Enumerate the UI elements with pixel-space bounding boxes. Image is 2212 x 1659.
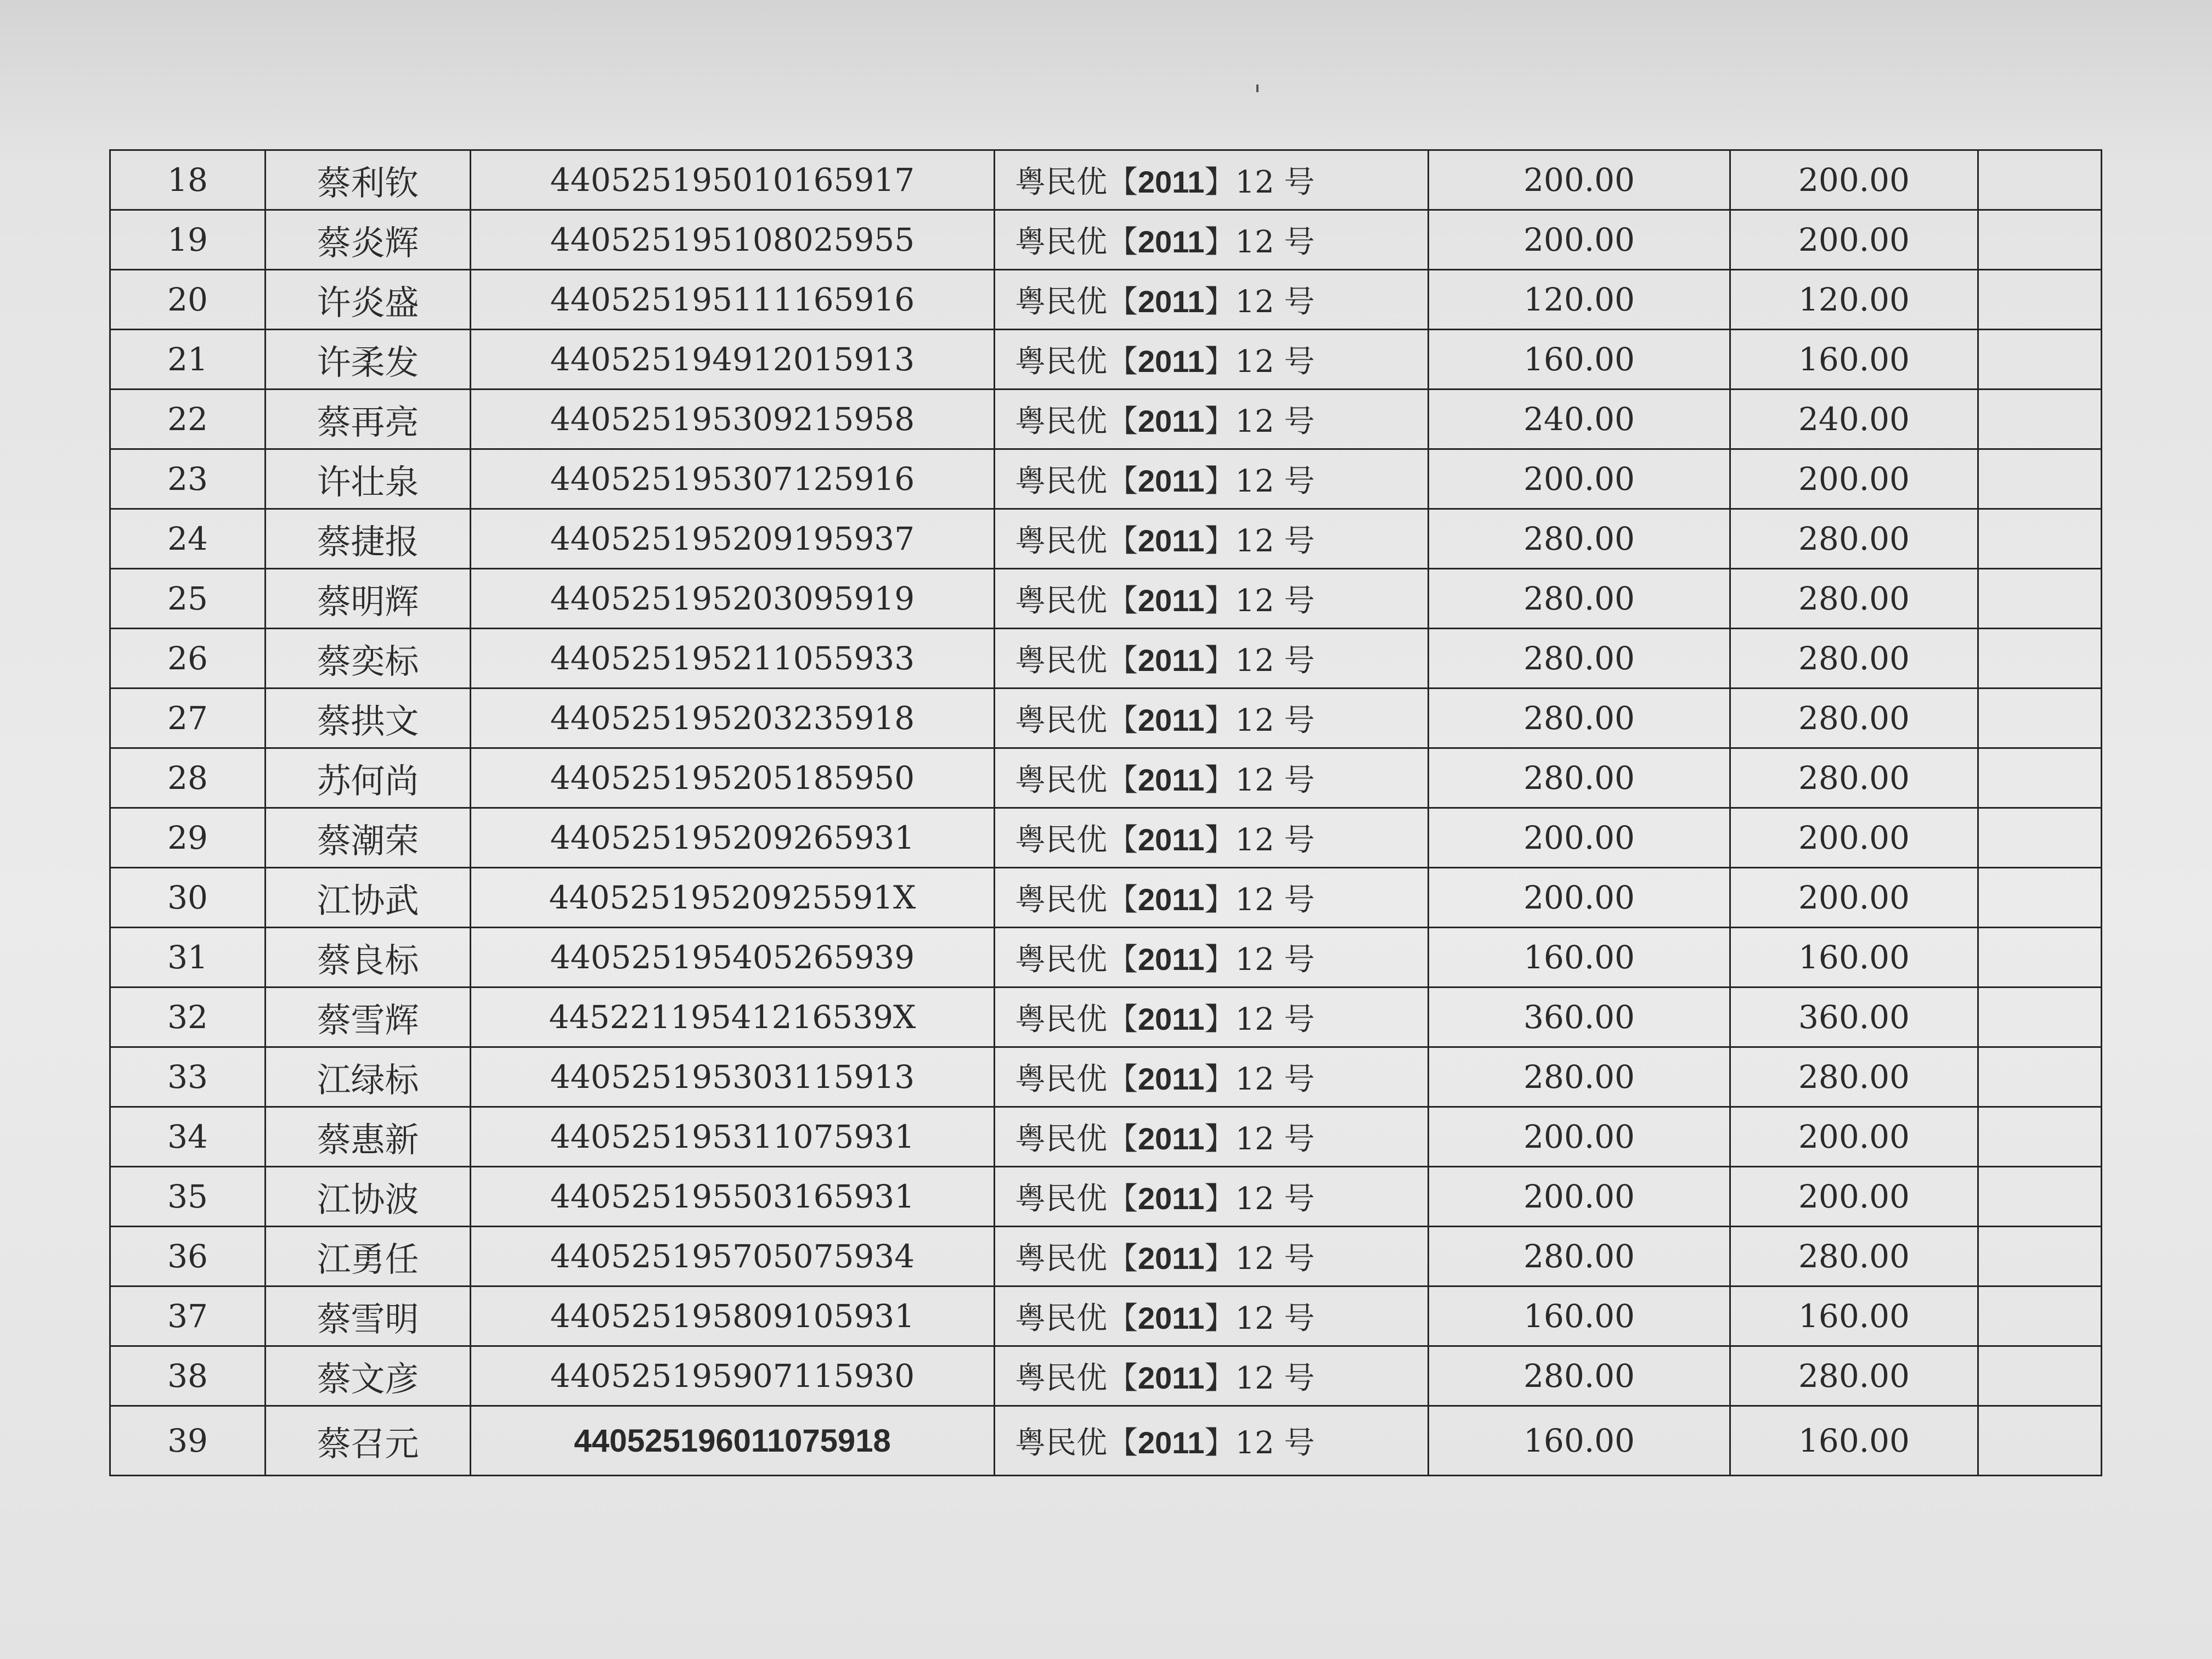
- id-number: 44052519520925591X: [471, 868, 995, 928]
- row-number: 37: [110, 1286, 266, 1346]
- table-row: [110, 1047, 2102, 1107]
- table-row: [110, 1406, 2102, 1476]
- amount: 240.00: [1429, 390, 1730, 449]
- id-number: 440525194912015913: [471, 330, 995, 390]
- document-reference: 粤民优【2011】12 号: [995, 1346, 1429, 1406]
- document-reference: 粤民优【2011】12 号: [995, 150, 1429, 210]
- row-number: 20: [110, 270, 266, 330]
- person-name: 蔡潮荣: [266, 808, 471, 868]
- table-row: [110, 1107, 2102, 1167]
- remarks: [1978, 988, 2102, 1047]
- person-name: 蔡良标: [266, 928, 471, 988]
- person-name: 蔡再亮: [266, 390, 471, 449]
- document-reference: 粤民优【2011】12 号: [995, 569, 1429, 629]
- amount: 280.00: [1429, 748, 1730, 808]
- amount: 200.00: [1429, 150, 1730, 210]
- table-row: [110, 1286, 2102, 1346]
- paid-amount: 200.00: [1730, 1107, 1978, 1167]
- remarks: [1978, 808, 2102, 868]
- amount: 200.00: [1429, 1167, 1730, 1227]
- row-number: 39: [110, 1406, 266, 1476]
- paid-amount: 160.00: [1730, 1406, 1978, 1476]
- person-name: 江绿标: [266, 1047, 471, 1107]
- document-reference: 粤民优【2011】12 号: [995, 748, 1429, 808]
- table-row: [110, 270, 2102, 330]
- paid-amount: 280.00: [1730, 629, 1978, 689]
- remarks: [1978, 330, 2102, 390]
- amount: 160.00: [1429, 928, 1730, 988]
- id-number: 440525195503165931: [471, 1167, 995, 1227]
- table-row: [110, 808, 2102, 868]
- amount: 200.00: [1429, 868, 1730, 928]
- person-name: 蔡炎辉: [266, 210, 471, 270]
- amount: 160.00: [1429, 1406, 1730, 1476]
- table-row: [110, 748, 2102, 808]
- document-reference: 粤民优【2011】12 号: [995, 868, 1429, 928]
- table-row: [110, 629, 2102, 689]
- table-row: [110, 928, 2102, 988]
- document-reference: 粤民优【2011】12 号: [995, 928, 1429, 988]
- table-row: [110, 868, 2102, 928]
- person-name: 许柔发: [266, 330, 471, 390]
- row-number: 22: [110, 390, 266, 449]
- remarks: [1978, 509, 2102, 569]
- row-number: 38: [110, 1346, 266, 1406]
- person-name: 许壮泉: [266, 449, 471, 509]
- table-row: [110, 1227, 2102, 1286]
- remarks: [1978, 928, 2102, 988]
- person-name: 江协波: [266, 1167, 471, 1227]
- remarks: [1978, 1227, 2102, 1286]
- tick-mark: [1256, 84, 1259, 92]
- table-row: [110, 988, 2102, 1047]
- id-number: 440525195705075934: [471, 1227, 995, 1286]
- row-number: 18: [110, 150, 266, 210]
- person-name: 蔡捷报: [266, 509, 471, 569]
- person-name: 蔡拱文: [266, 689, 471, 748]
- remarks: [1978, 868, 2102, 928]
- id-number: 440525195809105931: [471, 1286, 995, 1346]
- row-number: 24: [110, 509, 266, 569]
- person-name: 蔡召元: [266, 1406, 471, 1476]
- row-number: 21: [110, 330, 266, 390]
- id-number: 440525195907115930: [471, 1346, 995, 1406]
- document-reference: 粤民优【2011】12 号: [995, 629, 1429, 689]
- row-number: 36: [110, 1227, 266, 1286]
- person-name: 蔡惠新: [266, 1107, 471, 1167]
- remarks: [1978, 1167, 2102, 1227]
- id-number: 440525195205185950: [471, 748, 995, 808]
- document-reference: 粤民优【2011】12 号: [995, 449, 1429, 509]
- subsidy-table: [109, 149, 2102, 1476]
- id-number: 440525195108025955: [471, 210, 995, 270]
- document-reference: 粤民优【2011】12 号: [995, 509, 1429, 569]
- id-number: 44522119541216539X: [471, 988, 995, 1047]
- id-number: 440525195311075931: [471, 1107, 995, 1167]
- id-number: 440525195209195937: [471, 509, 995, 569]
- row-number: 26: [110, 629, 266, 689]
- remarks: [1978, 1286, 2102, 1346]
- document-reference: 粤民优【2011】12 号: [995, 330, 1429, 390]
- document-reference: 粤民优【2011】12 号: [995, 1406, 1429, 1476]
- document-reference: 粤民优【2011】12 号: [995, 808, 1429, 868]
- remarks: [1978, 569, 2102, 629]
- paid-amount: 200.00: [1730, 449, 1978, 509]
- id-number: 440525195203095919: [471, 569, 995, 629]
- amount: 200.00: [1429, 808, 1730, 868]
- id-number: 440525195309215958: [471, 390, 995, 449]
- person-name: 许炎盛: [266, 270, 471, 330]
- paid-amount: 200.00: [1730, 210, 1978, 270]
- amount: 280.00: [1429, 1227, 1730, 1286]
- person-name: 蔡雪辉: [266, 988, 471, 1047]
- amount: 280.00: [1429, 569, 1730, 629]
- amount: 280.00: [1429, 629, 1730, 689]
- id-number: 440525195010165917: [471, 150, 995, 210]
- row-number: 31: [110, 928, 266, 988]
- remarks: [1978, 270, 2102, 330]
- row-number: 33: [110, 1047, 266, 1107]
- paid-amount: 160.00: [1730, 928, 1978, 988]
- person-name: 蔡雪明: [266, 1286, 471, 1346]
- amount: 280.00: [1429, 1047, 1730, 1107]
- amount: 280.00: [1429, 509, 1730, 569]
- person-name: 蔡文彦: [266, 1346, 471, 1406]
- paid-amount: 280.00: [1730, 1047, 1978, 1107]
- paid-amount: 280.00: [1730, 1346, 1978, 1406]
- table-row: [110, 330, 2102, 390]
- document-reference: 粤民优【2011】12 号: [995, 210, 1429, 270]
- paid-amount: 200.00: [1730, 1167, 1978, 1227]
- id-number: 440525195405265939: [471, 928, 995, 988]
- row-number: 25: [110, 569, 266, 629]
- paid-amount: 200.00: [1730, 150, 1978, 210]
- id-number: 440525195203235918: [471, 689, 995, 748]
- row-number: 30: [110, 868, 266, 928]
- row-number: 23: [110, 449, 266, 509]
- person-name: 江协武: [266, 868, 471, 928]
- amount: 160.00: [1429, 330, 1730, 390]
- document-reference: 粤民优【2011】12 号: [995, 1107, 1429, 1167]
- remarks: [1978, 390, 2102, 449]
- paid-amount: 280.00: [1730, 569, 1978, 629]
- table-row: [110, 449, 2102, 509]
- row-number: 19: [110, 210, 266, 270]
- remarks: [1978, 689, 2102, 748]
- remarks: [1978, 150, 2102, 210]
- table-body: [110, 150, 2102, 1476]
- row-number: 32: [110, 988, 266, 1047]
- id-number: 440525195211055933: [471, 629, 995, 689]
- document-reference: 粤民优【2011】12 号: [995, 390, 1429, 449]
- person-name: 蔡利钦: [266, 150, 471, 210]
- table-row: [110, 689, 2102, 748]
- paid-amount: 200.00: [1730, 808, 1978, 868]
- document-reference: 粤民优【2011】12 号: [995, 1047, 1429, 1107]
- remarks: [1978, 1346, 2102, 1406]
- amount: 280.00: [1429, 1346, 1730, 1406]
- paid-amount: 240.00: [1730, 390, 1978, 449]
- paid-amount: 200.00: [1730, 868, 1978, 928]
- id-number: 440525195209265931: [471, 808, 995, 868]
- person-name: 蔡明辉: [266, 569, 471, 629]
- person-name: 苏何尚: [266, 748, 471, 808]
- amount: 160.00: [1429, 1286, 1730, 1346]
- document-reference: 粤民优【2011】12 号: [995, 1167, 1429, 1227]
- remarks: [1978, 748, 2102, 808]
- paid-amount: 160.00: [1730, 1286, 1978, 1346]
- id-number: 440525195307125916: [471, 449, 995, 509]
- remarks: [1978, 1107, 2102, 1167]
- row-number: 28: [110, 748, 266, 808]
- amount: 200.00: [1429, 449, 1730, 509]
- table-row: [110, 1167, 2102, 1227]
- remarks: [1978, 1047, 2102, 1107]
- id-number: 440525195111165916: [471, 270, 995, 330]
- row-number: 29: [110, 808, 266, 868]
- person-name: 江勇任: [266, 1227, 471, 1286]
- amount: 200.00: [1429, 210, 1730, 270]
- amount: 200.00: [1429, 1107, 1730, 1167]
- table-row: [110, 569, 2102, 629]
- document-reference: 粤民优【2011】12 号: [995, 988, 1429, 1047]
- row-number: 34: [110, 1107, 266, 1167]
- amount: 360.00: [1429, 988, 1730, 1047]
- table-row: [110, 210, 2102, 270]
- remarks: [1978, 449, 2102, 509]
- table-row: [110, 390, 2102, 449]
- paid-amount: 280.00: [1730, 1227, 1978, 1286]
- document-reference: 粤民优【2011】12 号: [995, 1286, 1429, 1346]
- amount: 280.00: [1429, 689, 1730, 748]
- paid-amount: 280.00: [1730, 689, 1978, 748]
- document-reference: 粤民优【2011】12 号: [995, 1227, 1429, 1286]
- remarks: [1978, 629, 2102, 689]
- document-reference: 粤民优【2011】12 号: [995, 689, 1429, 748]
- id-number: 440525195303115913: [471, 1047, 995, 1107]
- table-row: [110, 509, 2102, 569]
- table-row: [110, 150, 2102, 210]
- person-name: 蔡奕标: [266, 629, 471, 689]
- remarks: [1978, 210, 2102, 270]
- row-number: 35: [110, 1167, 266, 1227]
- remarks: [1978, 1406, 2102, 1476]
- amount: 120.00: [1429, 270, 1730, 330]
- paid-amount: 120.00: [1730, 270, 1978, 330]
- table-row: [110, 1346, 2102, 1406]
- document-reference: 粤民优【2011】12 号: [995, 270, 1429, 330]
- paid-amount: 280.00: [1730, 509, 1978, 569]
- row-number: 27: [110, 689, 266, 748]
- paid-amount: 360.00: [1730, 988, 1978, 1047]
- paid-amount: 160.00: [1730, 330, 1978, 390]
- paid-amount: 280.00: [1730, 748, 1978, 808]
- id-number: 440525196011075918: [471, 1406, 995, 1476]
